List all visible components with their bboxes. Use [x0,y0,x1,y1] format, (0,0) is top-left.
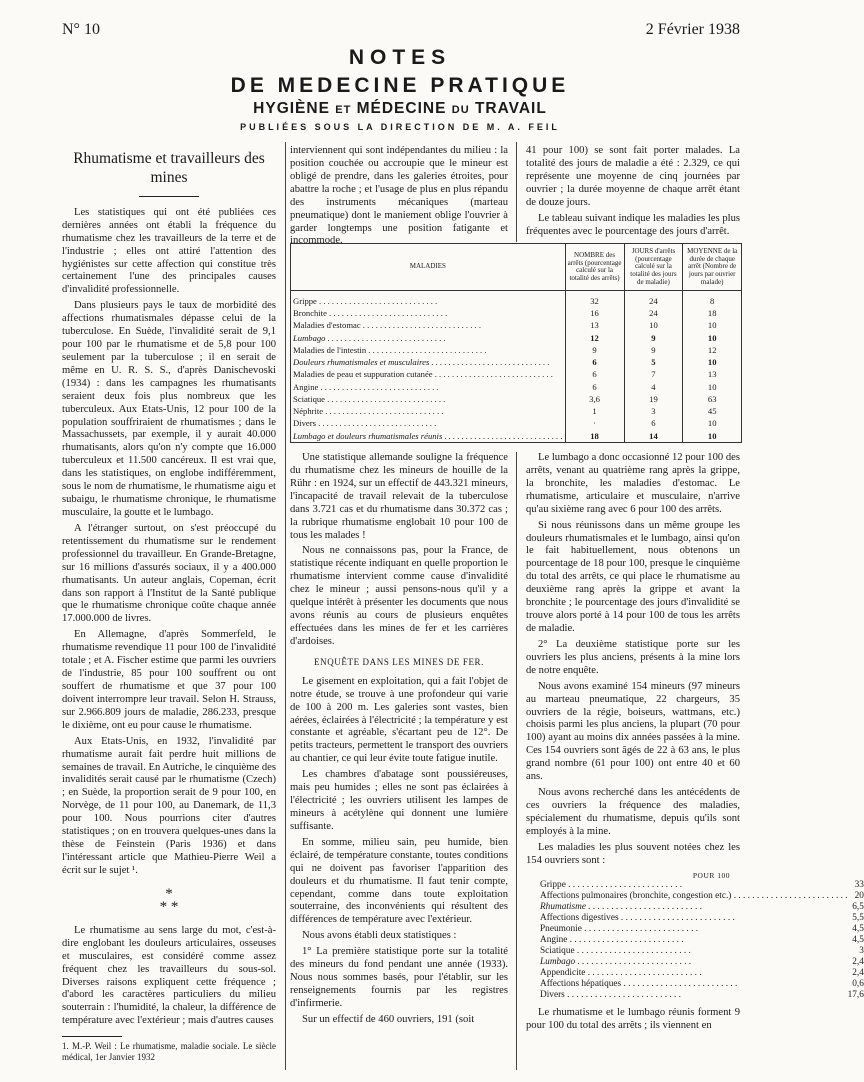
value-label: 10 [649,320,658,331]
masthead-direction: PUBLIÉES SOUS LA DIRECTION DE M. A. FEIL [240,122,560,133]
table-header-diseases: MALADIES [291,244,565,291]
masthead-word-et: ET [335,104,352,117]
list-item [540,935,864,946]
table-row [291,430,741,442]
table-value [565,320,624,332]
value-label: 19 [649,393,658,404]
list-item [540,979,864,990]
table-value [565,344,624,356]
list-item [540,902,864,913]
masthead-title: NOTES [348,46,452,69]
value-label: 6 [651,418,656,429]
value-label: 24 [649,308,658,319]
disease-name [291,291,565,307]
issue-number: N° 10 [62,21,100,38]
list-item [540,924,864,935]
illness-percent: 2,4 [852,967,864,978]
paragraph: En Allemagne, d'après Sommerfeld, le rhumatisme revendique 11 pour 100 de l'invalidité totale ; et A. Fischer estime que parmi les ouvriers de l'industrie, 85 pour 100 souffrent ou ont souffert de rhumatisme et que 37 pour 100 doivent interrompre leur travail. Selon H. Strauss, sur 2.966.809 jours de maladie, 286.233, presque le dixième, ont eu pour cause le rhumatisme. [62,629,276,731]
table-value [565,405,624,417]
table-value [565,381,624,393]
masthead-word-du: DU [451,104,470,117]
illness-percent: 20 [854,890,864,901]
paragraph: Nous avons recherché dans les antécédents de ces ouvriers la fréquence des maladies, spécialement du rhumatisme, depuis qu'ils sont employés à la mine. [526,787,740,837]
value-label: 1 [592,406,597,417]
table-value [565,393,624,405]
column-3-top [526,145,740,240]
disease-label: Lumbago et douleurs rhumatismales réunis . . . [293,431,563,441]
disease-label: Lumbago . . . [293,333,446,343]
value-label: 32 [590,295,599,306]
value-label: 6 [592,369,597,380]
paragraph: Nous ne connaissons pas, pour la France, de statistique récente indiquant en quelle proportion le rhumatisme intervient comme cause d'invalidité chez le mineur ; aussi pensons-nous qu'il y a quelque intérêt à présenter les documents que nous avons réunis au cours de plusieurs enquêtes effectuées dans les mines de fer et les carrières d'ardoises. [290,545,508,647]
list-item [540,946,864,957]
paragraph: 41 pour 100) se sont fait porter malades. La totalité des jours de maladie a été : 2.329, ce qui représente une moyenne de cinq journées par ouvrier ; la durée moyenne de chaque arrêt étant de douze jours. [526,145,740,208]
value-label: 8 [710,295,715,306]
disease-statistics-table [290,243,742,443]
disease-name [291,405,565,417]
disease-name [291,417,565,429]
masthead-word-travail: TRAVAIL [474,100,547,118]
table-value [624,332,683,344]
value-label: 9 [592,344,597,355]
table-value [565,417,624,429]
illness-label: Affections digestives . . . [540,913,848,924]
masthead [0,45,800,133]
disease-label: Grippe . . . [293,296,437,306]
value-label: 6 [592,357,597,368]
illness-label: Affections pulmonaires (bronchite, congestion etc.) . . . [540,891,848,902]
table-row [291,405,741,417]
section-heading: ENQUÊTE DANS LES MINES DE FER. [314,656,484,667]
masthead-subtitle: DE MEDECINE PRATIQUE [230,73,570,97]
illness-frequency-list [540,870,864,1001]
disease-name [291,381,565,393]
list-item [540,913,864,924]
table-value [683,307,741,319]
paragraph: Dans plusieurs pays le taux de morbidité des affections rhumatismales dépasse celui de la tuberculose. En Suède, l'invalidité serait de 9,1 pour 100 par le rhumatisme et de 5,8 pour 100 seulement par la tuberculose ; il en serait de même en U. R. S. S., d'après Danischevoski (1934) : dans les campagnes les rhumatisants seraient deux fois plus nombreux que les tuberculeux. Aux Etats-Unis, 12 pour 100 de la population souffriraient de rhumatismes ; dans le Massachussets, par exemple, il y aurait 40.000 rhumatisants, alors qu'on n'y compte que 16.000 tuberculeux et 11.500 cancéreux. Il est vrai que, dans les statistiques, on englobe indifféremment, sous le nom de rhumatisme, le rhumatisme aigu et subaigu, le rhumatisme chronique, le rhumatisme musculaire, la goutte et le lumbago. [62,300,276,519]
paragraph: A l'étranger surtout, on s'est préoccupé du retentissement du rhumatisme sur le rendement professionnel du travailleur. En Grande-Bretagne, sur 16 millions d'assurés sociaux, il y a 400.000 rhumatisants. Un auteur anglais, Copeman, écrit dans son rapport à l'Institut de la Santé publique que le rhumatisme chronique coûte chaque année 17.000.000 de livres. [62,522,276,625]
table-row [291,320,741,332]
disease-label: Maladies de peau et suppuration cutanée . . . [293,369,553,379]
table-header-days: JOURS d'arrêts (pourcentage calculé sur la totalité des jours de maladie) [624,244,683,291]
disease-name [291,393,565,405]
table-header-average: MOYENNE de la durée de chaque arrêt (Nombre de jours par ouvrier malade) [683,244,741,291]
footnote: 1. M.-P. Weil : Le rhumatisme, maladie sociale. Le siècle médical, 1er Janvier 1932 [62,1041,276,1063]
illness-label: Angine . . . [540,935,848,946]
value-label: 14 [649,430,658,441]
table-row [291,291,741,307]
table-value [565,356,624,368]
paragraph: Aux Etats-Unis, en 1932, l'invalidité par rhumatisme aurait fait perdre huit millions de semaines de travail. En Autriche, le cinquième des invalidités serait causé par le rhumatisme (Czech) ; en Suède, la proportion serait de 9 pour 100, en Norvège, de 11 pour 100, au Danemark, de 11,3 pour 100. Nous pourrions citer d'autres statistiques ; on en trouvera quelques-unes dans la thèse de Feinstein (Paris 1936) et dans l'intéressant article que Mathieu-Pierre Weil a écrit sur le sujet ¹. [62,735,276,876]
table-value [565,291,624,307]
paragraph: Le rhumatisme et le lumbago réunis forment 9 pour 100 du total des arrêts ; ils viennent en [526,1006,740,1031]
table-value [624,320,683,332]
illness-percent: 3 [859,945,864,956]
table-value [624,405,683,417]
value-label: 3 [651,406,656,417]
illness-percent: 5,5 [852,912,864,923]
table-value [683,405,741,417]
value-label: 6 [592,381,597,392]
list-item [540,990,864,1001]
value-label: 7 [651,369,656,380]
table-value [624,430,683,442]
value-label: 3,6 [589,393,600,404]
table-value [683,344,741,356]
table-value [683,332,741,344]
disease-name [291,368,565,380]
list-item [540,957,864,968]
value-label: 5 [651,357,656,368]
value-label: 9 [651,332,656,343]
value-label: 13 [590,320,599,331]
table-value [683,291,741,307]
value-label: 10 [707,320,717,331]
list-item [540,891,864,902]
table-value [565,430,624,442]
table-value [683,356,741,368]
illness-label: Rhumatisme . . . [540,902,848,913]
disease-label: Maladies de l'intestin . . . [293,345,486,355]
issue-date: 2 Février 1938 [645,21,740,38]
value-label: 12 [590,332,599,343]
paragraph: Sur un effectif de 460 ouvriers, 191 (soit [302,1013,475,1025]
masthead-word-medecine: MÉDECINE [356,100,447,118]
table-value [624,368,683,380]
disease-label: Néphrite . . . [293,406,443,416]
disease-name [291,344,565,356]
column-3-bottom [526,452,864,1067]
illness-percent: 2,4 [852,956,864,967]
table-row [291,417,741,429]
value-label: 10 [707,418,717,429]
paragraph: 1° La première statistique porte sur la totalité des mineurs du fond pendant une année (1933). Nous nous sommes basés, pour l'établir, sur les renseignements fournis par les registres d'infirmerie. [290,946,508,1009]
value-label: 24 [649,295,658,306]
table-value [565,368,624,380]
article-title: Rhumatisme et travailleurs des mines [73,150,265,186]
paragraph: Si nous réunissons dans un même groupe les douleurs rhumatismales et le lumbago, ainsi qu'on le fait habituellement, nous obtenons un pourcentage de 18 pour 100, presque le cinquième du total des arrêts, ce qui place le rhumatisme au deuxième rang après la grippe et avant la bronchite ; le pourcentage des jours d'invalidité se trouve alors porté à 14 pour 100 de tous les arrêts de maladie. [526,519,740,634]
table-value [624,344,683,356]
illness-label: Appendicite . . . [540,968,848,979]
disease-name [291,320,565,332]
table-row [291,393,741,405]
illness-label: Divers . . . [540,990,848,1001]
table-row [291,356,741,368]
paragraph: Les chambres d'abatage sont poussiéreuses, mais peu humides ; elles ne sont pas éclairées à l'électricité ; les ouvriers utilisent les lampes de mineurs à acétylène qui donnent une lumière suffisante. [290,769,508,832]
table-value [624,291,683,307]
list-header: POUR 100 [692,870,730,880]
paragraph: Le lumbago a donc occasionné 12 pour 100 des arrêts, venant au quatrième rang après la grippe, la bronchite, les maladies d'estomac. Le rhumatisme, articulaire et musculaire, n'arrive qu'au sixième rang avec 6 pour 100 des arrêts. [526,452,740,515]
illness-percent: 6,5 [852,901,864,912]
column-divider-2-top [516,142,517,242]
table-row [291,307,741,319]
table-value [683,381,741,393]
asterisk-top: * [165,885,173,902]
paragraph: Le rhumatisme au sens large du mot, c'est-à-dire englobant les douleurs articulaires, osseuses et musculaires, est considéré comme assez fréquent chez les travailleurs du sous-sol. Diverses raisons expliquent cette fréquence ; d'abord les caractères particuliers du milieu souterrain : l'humidité, la chaleur, la différence de température avec l'extérieur ; mais d'autres causes [62,924,276,1027]
column-2-bottom [290,452,508,1067]
table-value [565,332,624,344]
column-2-top [290,145,508,247]
disease-name [291,356,565,368]
paragraph: Les maladies les plus souvent notées chez les 154 ouvriers sont : [526,841,740,866]
disease-name [291,307,565,319]
illness-percent: 17,6 [847,989,864,1000]
table-value [624,381,683,393]
table-row [291,344,741,356]
disease-label: Angine . . . [293,382,439,392]
disease-label: Bronchite . . . [293,308,447,318]
paragraph: Le tableau suivant indique les maladies les plus fréquentes avec le pourcentage des jours d'arrêt. [526,212,740,237]
paragraph: En somme, milieu sain, peu humide, bien éclairé, de température constante, toutes conditions qui ne doivent pas favoriser l'apparition des douleurs et du rhumatisme. Il faut tenir compte, cependant, comme dans toute exploitation souterraine, des inconvénients qui résultent des différences de température avec l'extérieur. [290,836,508,926]
illness-percent: 0,6 [852,978,864,989]
value-label: 16 [590,308,599,319]
paragraph: Nous avons établi deux statistiques : [302,930,457,942]
illness-label: Grippe . . . [540,880,848,891]
value-label: 13 [707,369,717,380]
value-label: 63 [707,393,717,404]
value-label: 10 [707,430,717,441]
table-value [683,430,741,442]
paragraph: interviennent qui sont indépendantes du milieu : la position couchée ou accroupie que le mineur est obligé de prendre, dans les galeries étroites, pour abattre la roche ; et l'usage de plus en plus répandu des instruments mécaniques (marteau pneumatique) dont le maniement oblige l'ouvrier à garder longtemps une position fatigante et incommode. [290,145,508,247]
paragraph: Les statistiques qui ont été publiées ces dernières années ont établi la fréquence du rhumatisme chez les travailleurs de la terre et de l'industrie ; elles ont attiré l'attention des hygiénistes sur cette affection qui constitue très certainement l'une des principales causes d'invalidité professionnelle. [62,206,276,296]
list-item [540,968,864,979]
column-divider-1 [285,142,286,1070]
footnote-rule [62,1036,122,1037]
table-value [624,307,683,319]
disease-label: Divers . . . [293,418,436,428]
value-label: 18 [590,430,599,441]
table-value [683,320,741,332]
paragraph: Le gisement en exploitation, qui a fait l'objet de notre étude, se trouve à une profondeur qui varie de 100 à 200 m. Les galeries sont vastes, bien aérées, éclairées à l'électricité ; la température y est constante et agréable, s'écartant peu de 12°. De petits tracteurs, permettent le transport des ouvriers au chantier, ce qui leur évite toute fatigue inutile. [290,675,508,765]
illness-label: Sciatique . . . [540,946,848,957]
value-label: 10 [707,332,717,343]
masthead-word-hygiene: HYGIÈNE [253,100,330,118]
illness-percent: 4,5 [852,923,864,934]
illness-label: Affections hépatiques . . . [540,979,848,990]
table-value [683,417,741,429]
disease-name [291,430,565,442]
table-row [291,381,741,393]
illness-percent: 4,5 [852,934,864,945]
disease-label: Sciatique . . . [293,394,445,404]
value-label: 45 [707,406,717,417]
value-label: 10 [707,357,717,368]
asterisk-bottom: * * [159,899,179,916]
paragraph: 2° La deuxième statistique porte sur les ouvriers les plus anciens, présents à la mine lors de notre enquête. [526,638,740,676]
disease-label: Maladies d'estomac . . . [293,320,481,330]
masthead-line3 [0,100,800,119]
table-value [624,417,683,429]
illness-percent: 33 [854,879,864,890]
column-divider-2-bottom [516,452,517,1070]
list-item [540,880,864,891]
table-value [683,393,741,405]
table-value [683,368,741,380]
disease-name [291,332,565,344]
illness-label: Pneumonie . . . [540,924,848,935]
table-header-count: NOMBRE des arrêts (pourcentage calculé sur la totalité des arrêts) [565,244,624,291]
value-label: 12 [707,344,717,355]
table-value [565,307,624,319]
title-rule [139,196,199,197]
table-value [624,356,683,368]
disease-label: Douleurs rhumatismales et musculaires . . . [293,357,550,367]
table-row [291,332,741,344]
paragraph: Une statistique allemande souligne la fréquence du rhumatisme chez les mineurs de houille de la Rühr : en 1924, sur un effectif de 443.321 mineurs, l'incapacité de travail relevait de la tuberculose dans 3.721 cas et du rhumatisme dans 30.372 cas ; la rubrique rhumatisme englobait 10 pour 100 de tous les malades ! [290,452,508,541]
value-label: · [593,418,596,429]
value-label: 9 [651,344,656,355]
table-value [624,393,683,405]
section-asterisks [62,885,276,916]
paragraph: Nous avons examiné 154 mineurs (97 mineurs au marteau pneumatique, 22 chargeurs, 35 ouvriers de la régie, boiseurs, wattmans, etc.) choisis parmi les plus anciens, la plupart (70 pour 100) ayant au moins dix années passées à la mine. Ces 154 ouvriers sont âgés de 22 à 63 ans, le plus grand nombre (61 pour 100) ont entre 40 et 60 ans. [526,680,740,783]
value-label: 4 [651,381,656,392]
value-label: 10 [707,381,717,392]
table-row [291,368,741,380]
value-label: 18 [707,308,717,319]
illness-label: Lumbago . . . [540,957,848,968]
column-1 [62,150,276,1065]
